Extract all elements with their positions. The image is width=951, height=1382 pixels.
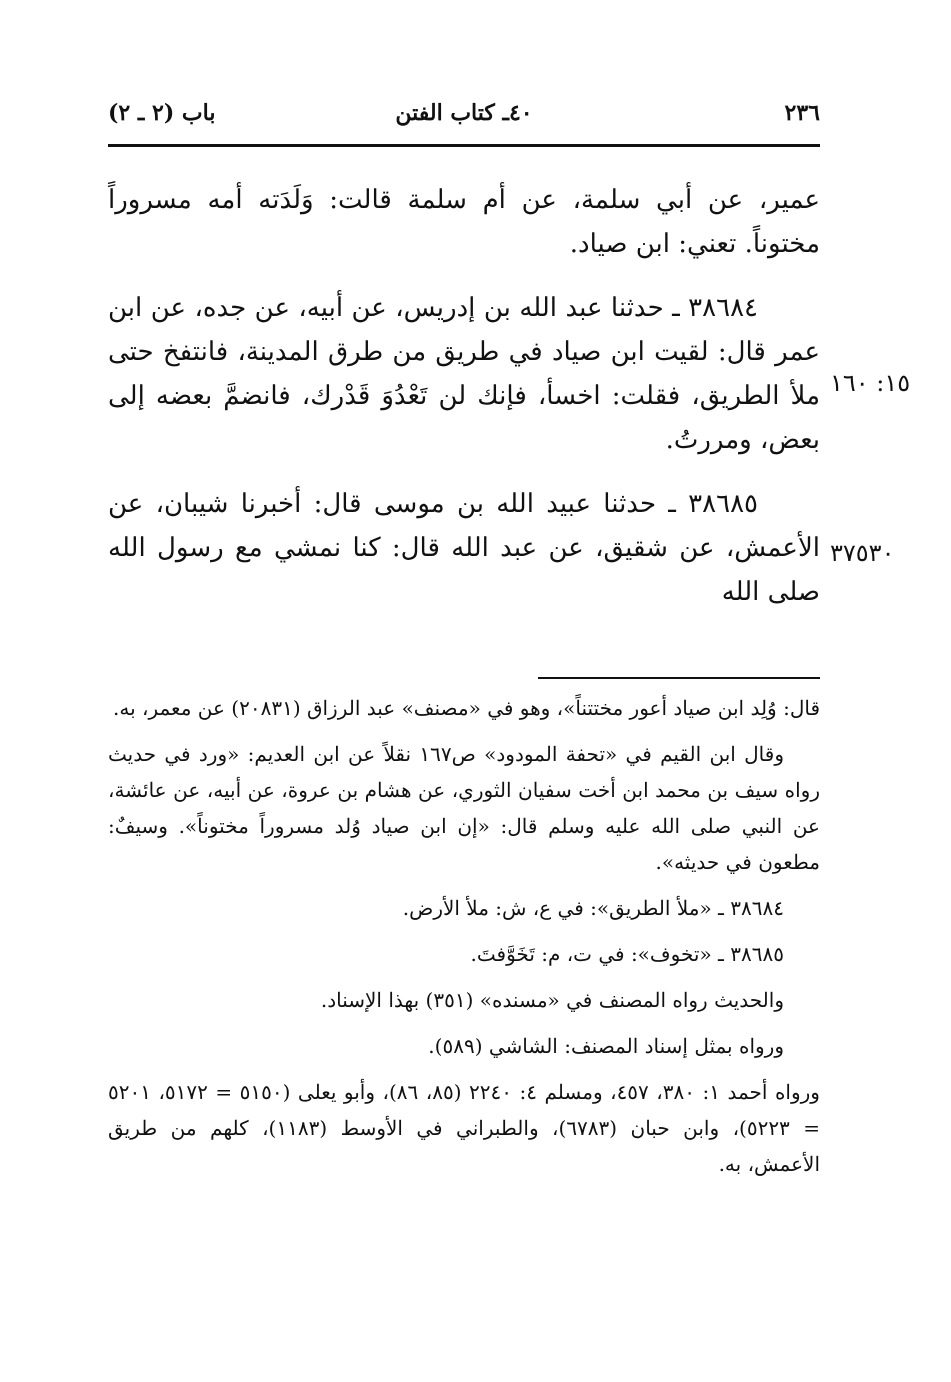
footnote-ibn-qayyim: وقال ابن القيم في «تحفة المودود» ص١٦٧ نقلاً عن ابن العديم: «ورد في حديث رواه سيف بن محمد ابن أخت سفيان الثوري، عن هشام بن عروة، عن أبيه، عن عائشة، عن النبي صلى الله عليه وسلم قال: «إن ابن صياد وُلد مسروراً مختوناً». وسيفٌ: مطعون في حديثه». — [108, 742, 820, 874]
footnote-shashi: ورواه بمثل إسناد المصنف: الشاشي (٥٨٩). — [428, 1034, 784, 1058]
footnote-continuation: قال: وُلِد ابن صياد أعور مختتناً»، وهو في «مصنف» عبد الرزاق (٢٠٨٣١) عن معمر، به. — [113, 696, 820, 720]
paragraph-continuation: عمير، عن أبي سلمة، عن أم سلمة قالت: وَلَدَته أمه مسروراً مختوناً. تعني: ابن صياد. — [108, 185, 820, 259]
footnote-sources: ورواه أحمد ١: ٣٨٠، ٤٥٧، ومسلم ٤: ٢٢٤٠ (٨٥، ٨٦)، وأبو يعلى (٥١٥٠ = ٥١٧٢، ٥٢٠١ = ٥٢٢٣)، وابن حبان (٦٧٨٣)، والطبراني في الأوسط (١١٨٣)، كلهم من طريق الأعمش، به. — [108, 1080, 820, 1176]
header-rule — [108, 144, 820, 147]
footnotes — [108, 690, 820, 1192]
footnote-variant-38684: ٣٨٦٨٤ ـ «ملأ الطريق»: في ع، ش: ملأ الأرض. — [402, 896, 784, 920]
book-title: ٤٠ـ كتاب الفتن — [395, 100, 533, 126]
page-number: ٢٣٦ — [784, 100, 820, 126]
running-header — [108, 100, 820, 136]
margin-reference-2: ٣٧٥٣٠ — [830, 539, 895, 567]
footnote-variant-38685: ٣٨٦٨٥ ـ «تخوف»: في ت، م: تَخَوَّفتَ. — [470, 942, 784, 966]
footnote-rule — [538, 677, 820, 679]
main-text — [108, 178, 820, 634]
hadith-38684: ٣٨٦٨٤ ـ حدثنا عبد الله بن إدريس، عن أبيه، عن جده، عن ابن عمر قال: لقيت ابن صياد في طريق من طرق المدينة، فانتفخ حتى ملأ الطريق، فقلت: اخسأ، فإنك لن تَعْدُوَ قَدْرك، فانضمَّ بعضه إلى بعض، ومررتُ. — [108, 293, 820, 455]
footnote-musnad: والحديث رواه المصنف في «مسنده» (٣٥١) بهذا الإسناد. — [320, 988, 784, 1012]
margin-reference-1: ١٥: ١٦٠ — [830, 369, 911, 397]
hadith-38685: ٣٨٦٨٥ ـ حدثنا عبيد الله بن موسى قال: أخبرنا شيبان، عن الأعمش، عن شقيق، عن عبد الله قال: كنا نمشي مع رسول الله صلى الله — [108, 489, 820, 607]
chapter-label: باب (٢ ـ ٢) — [108, 100, 216, 126]
